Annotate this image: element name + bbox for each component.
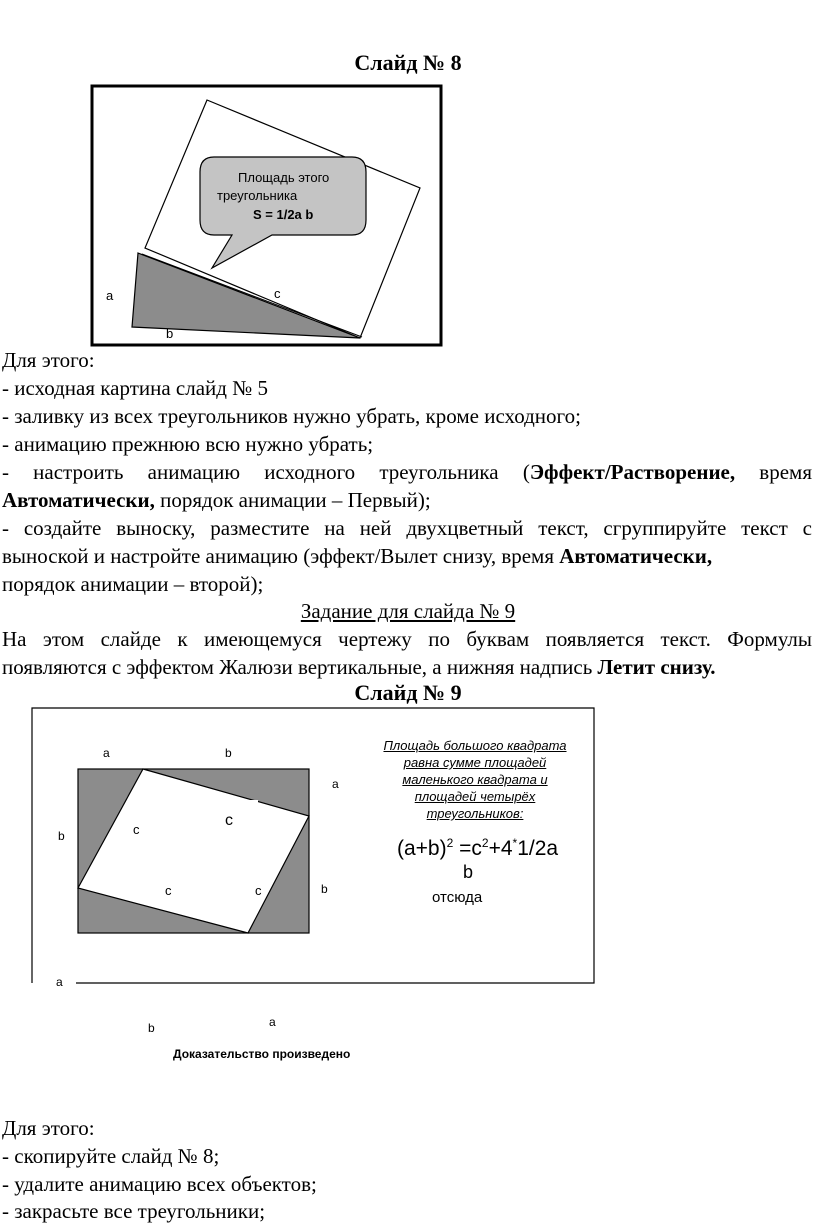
inner-label-c1: c <box>133 822 140 837</box>
instructions8-item2: - заливку из всех треугольников нужно убрать, кроме исходного; <box>2 404 581 428</box>
slide8-figure <box>0 80 816 350</box>
right-label-b: b <box>321 882 328 896</box>
instructions9-item2: - удалите анимацию всех объектов; <box>2 1172 317 1196</box>
callout-formula: S = 1/2a b <box>253 207 314 222</box>
instructions9-item1: - скопируйте слайд № 8; <box>2 1144 220 1168</box>
slide9-text-line1: Площадь большого квадрата <box>383 738 567 753</box>
top-label-b: b <box>225 746 232 760</box>
inner-label-c3: c <box>165 883 172 898</box>
instructions8-item5-line2: выноской и настройте анимацию (эффект/Вылет снизу, время Автоматически, <box>2 544 713 568</box>
slide9-text-line3: маленького квадрата и <box>402 772 548 787</box>
bottom-label-a: a <box>56 975 63 989</box>
label-a: a <box>106 288 114 303</box>
slide9-text-line4: площадей четырёх <box>414 789 536 804</box>
task9-line2: появляются с эффектом Жалюзи вертикальные, а нижняя надпись Летит снизу. <box>2 655 716 679</box>
instructions8-item1: - исходная картина слайд № 5 <box>2 376 269 400</box>
slide9-title: Слайд № 9 <box>354 680 462 705</box>
callout-line1: Площадь этого <box>238 170 330 185</box>
instructions8-item4-line2: Автоматически, порядок анимации – Первый); <box>2 488 431 512</box>
instructions8-intro: Для этого: <box>2 348 95 372</box>
inner-label-c2: c <box>225 812 233 829</box>
right-label-a: a <box>332 777 339 791</box>
bottom-label-a2: a <box>269 1015 276 1029</box>
proof-text: Доказательство произведено <box>173 1047 351 1061</box>
label-c: c <box>274 286 281 301</box>
instructions9-intro: Для этого: <box>2 1116 95 1140</box>
instructions8-item3: - анимацию прежнюю всю нужно убрать; <box>2 432 374 456</box>
slide8-title: Слайд № 8 <box>354 50 462 75</box>
slide9-text <box>370 737 580 822</box>
instructions8-item5-line1: - создайте выноску, разместите на ней двухцветный текст, сгруппируйте текст с <box>2 516 812 540</box>
instructions8-item5-line3: порядок анимации – второй); <box>2 572 264 596</box>
inner-label-c4: c <box>255 883 262 898</box>
slide9-formula-from: отсюда <box>432 889 483 906</box>
task9-heading: Задание для слайда № 9 <box>300 599 516 623</box>
label-mask <box>228 800 258 809</box>
slide9-text-line5: треугольников: <box>426 806 524 821</box>
bottom-label-b: b <box>148 1021 155 1035</box>
callout-line2: треугольника <box>217 188 298 203</box>
top-label-a: a <box>103 746 110 760</box>
slide9-text-line2: равна сумме площадей <box>403 755 547 770</box>
instructions9-item3: - закрасьте все треугольники; <box>2 1199 266 1223</box>
label-b: b <box>166 326 174 341</box>
task9-line1: На этом слайде к имеющемуся чертежу по буквам появляется текст. Формулы <box>2 627 812 651</box>
slide9-formula-b: b <box>463 862 474 882</box>
instructions8-item4-line1: - настроить анимацию исходного треугольника (Эффект/Растворение, время <box>2 460 812 484</box>
slide9-formula: $(a+b)^2 =c^2+4^*1/2a$ <box>397 836 559 860</box>
left-label-b: b <box>58 829 65 843</box>
